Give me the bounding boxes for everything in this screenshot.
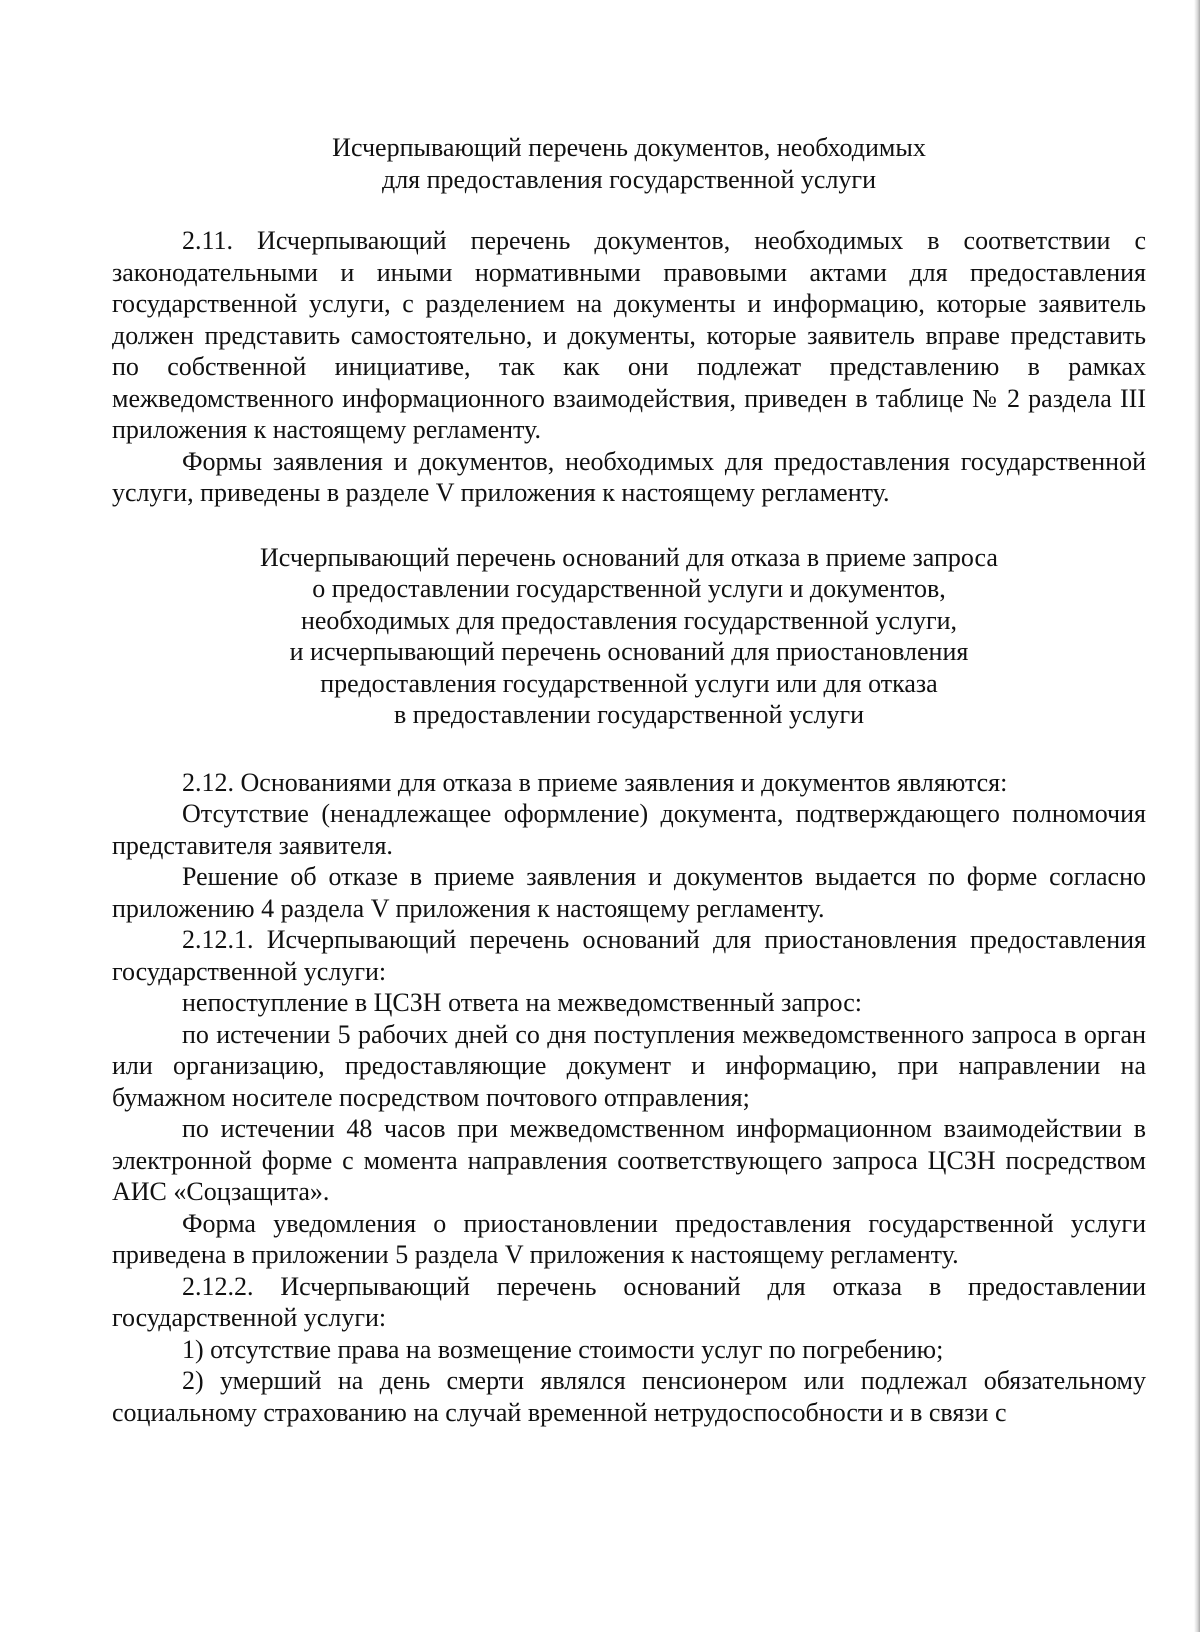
document-body <box>112 132 1146 1428</box>
paragraph-2-12-1: 2.12.1. Исчерпывающий перечень оснований для приостановления предоставления государственной услуги: <box>112 925 1146 986</box>
paragraph-2-11: 2.11. Исчерпывающий перечень документов, необходимых в соответствии с законодательными и иными нормативными правовыми актами для предоставления государственной услуги, с разделением на документы и информацию, которые заявитель должен представить самостоятельно, и документы, которые заявитель вправе представить по собственной инициативе, так как они подлежат представлению в рамках межведомственного информационного взаимодействия, приведен в таблице № 2 раздела III приложения к настоящему регламенту. <box>112 226 1146 444</box>
paragraph-suspension-notice: Форма уведомления о приостановлении предоставления государственной услуги приведена в приложении 5 раздела V приложения к настоящему регламенту. <box>112 1208 1146 1269</box>
heading-line: Исчерпывающий перечень документов, необходимых <box>332 133 926 162</box>
paragraph-forms: Формы заявления и документов, необходимых для предоставления государственной услуги, приведены в разделе V приложения к настоящему регламенту. <box>112 446 1146 507</box>
heading-line: Исчерпывающий перечень оснований для отказа в приеме запроса <box>260 542 998 572</box>
paragraph-missing-document: Отсутствие (ненадлежащее оформление) документа, подтверждающего полномочия представителя заявителя. <box>112 799 1146 860</box>
section-heading-refusal-grounds <box>112 542 1146 731</box>
paragraph-no-response: непоступление в ЦСЗН ответа на межведомственный запрос: <box>182 988 862 1017</box>
section-heading-documents <box>112 132 1146 195</box>
heading-line: о предоставлении государственной услуги и документов, <box>312 574 946 603</box>
heading-line: для предоставления государственной услуги <box>381 164 877 194</box>
heading-line: предоставления государственной услуги или для отказа <box>320 668 938 698</box>
paragraph-2-12-2: 2.12.2. Исчерпывающий перечень оснований для отказа в предоставлении государственной услуги: <box>112 1271 1146 1332</box>
heading-line: и исчерпывающий перечень оснований для приостановления <box>289 637 969 666</box>
heading-line: необходимых для предоставления государственной услуги, <box>300 605 958 635</box>
paragraph-refusal-decision: Решение об отказе в приеме заявления и документов выдается по форме согласно приложению 4 раздела V приложения к настоящему регламенту. <box>112 862 1146 923</box>
scan-edge-shadow <box>1194 0 1200 1632</box>
list-item-2: 2) умерший на день смерти являлся пенсионером или подлежал обязательному социальному страхованию на случай временной нетрудоспособности и в связи с <box>112 1366 1146 1427</box>
list-item-1: 1) отсутствие права на возмещение стоимости услуг по погребению; <box>182 1334 944 1364</box>
heading-line: в предоставлении государственной услуги <box>393 700 865 729</box>
paragraph-48-hours: по истечении 48 часов при межведомственном информационном взаимодействии в электронной форме с момента направления соответствующего запроса ЦСЗН посредством АИС «Соцзащита». <box>112 1114 1146 1206</box>
paragraph-5-working-days: по истечении 5 рабочих дней со дня поступления межведомственного запроса в орган или организацию, предоставляющие документ и информацию, при направлении на бумажном носителе посредством почтового отправления; <box>112 1019 1146 1112</box>
paragraph-2-12: 2.12. Основаниями для отказа в приеме заявления и документов являются: <box>182 767 1008 797</box>
